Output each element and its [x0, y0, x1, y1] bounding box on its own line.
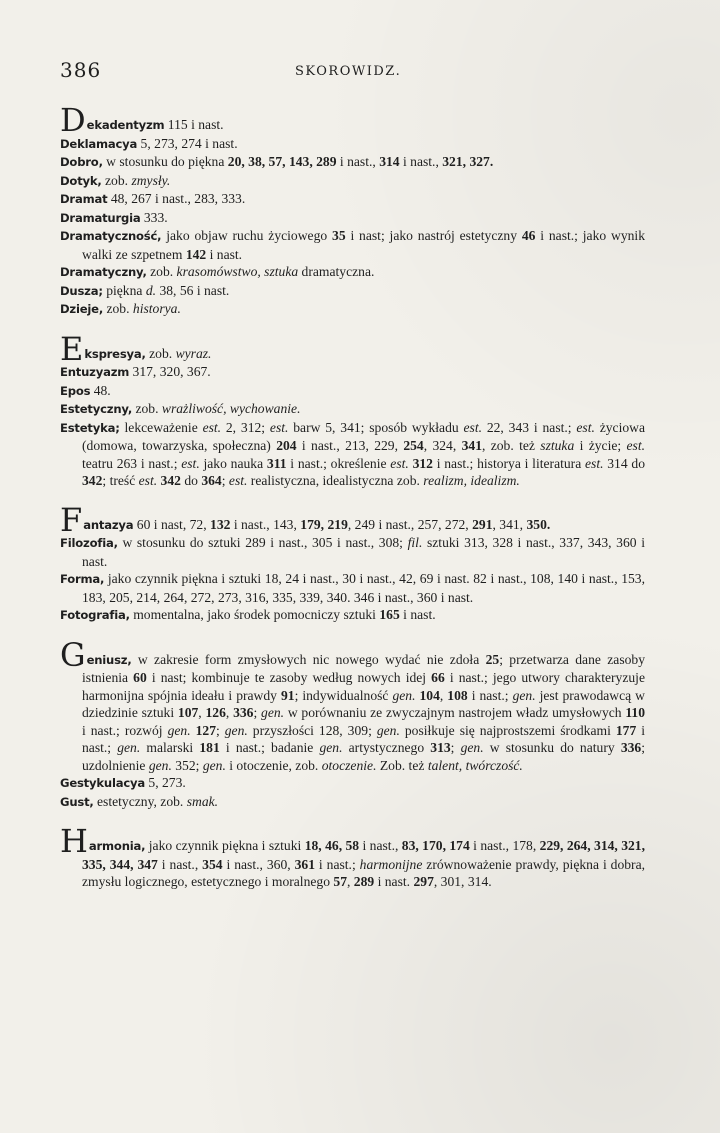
index-entry — [60, 209, 645, 228]
entry-text: 314 do — [603, 455, 646, 471]
entry-text: 22, 343 i nast.; — [482, 419, 577, 435]
index-content — [60, 101, 646, 911]
entry-text: 342 — [160, 473, 181, 488]
entry-text: 317, 320, 367. — [129, 364, 211, 379]
index-entry — [60, 101, 645, 139]
entry-term: armonia, — [88, 839, 146, 853]
page-header — [60, 58, 660, 88]
entry-term: Deklamacya — [60, 136, 138, 151]
entry-text: 364 — [201, 473, 222, 488]
entry-text: est. — [269, 419, 289, 435]
entry-text: i nast; jako nastrój estetyczny — [345, 228, 522, 243]
entry-text: wyraz. — [175, 345, 212, 361]
entry-text: 83, 170, 174 — [401, 838, 470, 853]
index-entry — [60, 635, 646, 775]
entry-text: dramatyczna. — [298, 264, 375, 279]
entry-text: ; — [450, 740, 461, 755]
entry-text: 336 — [620, 740, 642, 755]
entry-text: i otoczenie, zob. — [225, 757, 322, 773]
entry-text: , 324, — [423, 438, 462, 453]
entry-text: 35 — [332, 228, 346, 243]
index-entry — [60, 822, 646, 891]
entry-text: d. — [145, 282, 157, 298]
index-entry — [60, 153, 645, 172]
index-entry — [60, 534, 645, 570]
index-entry — [60, 400, 645, 419]
entry-text: i nast. — [374, 874, 414, 889]
entry-text: est. — [463, 419, 483, 435]
entry-text: 311 — [266, 455, 287, 471]
index-entry — [60, 329, 645, 368]
index-section — [60, 329, 646, 490]
entry-text: gen. — [319, 740, 343, 755]
entry-text: zob. — [132, 401, 162, 416]
entry-text: w porównaniu ze zwyczajnym nastrojem władz umysłowych — [284, 705, 626, 720]
entry-term: ekadentyzm — [86, 118, 165, 132]
entry-term: Dobro, — [60, 155, 103, 169]
index-entry — [60, 300, 645, 319]
entry-text: 104 — [419, 687, 440, 703]
entry-term: Gust, — [60, 794, 94, 809]
entry-term: Gestykulacya — [60, 776, 145, 790]
entry-text: i nast., 213, 229, — [296, 438, 404, 453]
entry-text: sztuka — [540, 438, 575, 453]
entry-text: i nast., 360, — [222, 856, 295, 872]
entry-text: zob. — [146, 264, 177, 279]
entry-text: gen. — [261, 705, 285, 720]
entry-text: 142 — [185, 246, 207, 262]
entry-text: 126 — [205, 705, 226, 720]
entry-term: antazya — [83, 517, 134, 532]
entry-text: gen. — [148, 757, 172, 773]
entry-text: , — [225, 705, 234, 720]
entry-text: talent, twórczość. — [427, 757, 523, 773]
entry-text: w stosunku do piękna — [102, 154, 228, 169]
entry-text: est. — [202, 419, 222, 435]
index-entry — [60, 793, 645, 812]
entry-text: i nast., 178, — [469, 838, 540, 853]
entry-text: 350. — [526, 516, 551, 532]
entry-text: w stosunku do sztuki 289 i nast., 305 i nast., 308; — [117, 535, 408, 550]
entry-text: 18, 46, 58 — [304, 838, 360, 853]
entry-text: gen. — [512, 687, 536, 703]
entry-text: i nast., — [336, 154, 380, 169]
entry-text: 312 — [412, 455, 433, 471]
entry-text: est. — [585, 455, 604, 471]
entry-text: 291 — [472, 516, 493, 532]
index-entry — [60, 570, 645, 606]
entry-term: Dramatyczność, — [60, 229, 162, 243]
entry-term: Estetyka; — [60, 420, 120, 435]
entry-text: gen. — [167, 722, 191, 738]
entry-term: eniusz, — [86, 652, 132, 667]
entry-text: , zob. też — [481, 438, 541, 453]
entry-text: barw 5, 341; sposób wykładu — [288, 419, 464, 435]
entry-text: realistyczna, idealistyczna zob. — [247, 473, 424, 488]
entry-text: 46 — [521, 228, 536, 243]
entry-text: , 249 i nast., 257, 272, — [347, 516, 473, 532]
entry-text: , — [347, 874, 354, 889]
page-number: 386 — [60, 58, 102, 82]
entry-text: 361 — [294, 856, 315, 872]
entry-text: 314 — [379, 154, 400, 169]
running-title: SKOROWIDZ. — [295, 64, 402, 79]
entry-text: ; indywidualność — [294, 687, 393, 703]
entry-text: estetyczny, zob. — [93, 793, 187, 809]
entry-text: 115 i nast. — [164, 117, 224, 132]
entry-text: 289 — [353, 874, 375, 889]
entry-text: artystycznego — [342, 740, 431, 755]
entry-text: i życie; — [574, 438, 627, 453]
entry-text: , — [439, 687, 448, 703]
entry-text: otoczenie. — [321, 757, 377, 773]
index-entry — [60, 172, 645, 191]
entry-text: i nast.; — [82, 722, 645, 755]
entry-text: 48. — [90, 382, 111, 398]
entry-text: piękna — [102, 282, 146, 298]
entry-text: jest prawodawcą w dziedzinie sztuki — [82, 687, 645, 720]
entry-text: zob. — [103, 301, 133, 316]
entry-text: 179, 219 — [300, 516, 348, 532]
entry-text: zrównoważenie prawdy, piękna i dobra, zmysłu logicznego, estetycznego i moralnego — [82, 856, 646, 889]
section-initial: E — [60, 329, 84, 368]
entry-text: 342 — [82, 473, 103, 488]
entry-term: Dotyk, — [60, 173, 102, 188]
entry-text: posiłkuje się najprostszemi środkami — [399, 722, 616, 738]
entry-text: 132 — [210, 516, 231, 532]
entry-text: gen. — [202, 757, 226, 773]
entry-text: teatru 263 i nast.; — [82, 455, 182, 471]
entry-term: Dramaturgia — [60, 210, 141, 225]
index-entry — [60, 419, 645, 490]
entry-text: krasomówstwo, sztuka — [176, 264, 299, 279]
entry-text: est. — [181, 455, 200, 471]
entry-text: malarski — [140, 740, 200, 755]
entry-text: i nast., — [157, 856, 203, 872]
index-entry — [60, 227, 645, 263]
entry-term: Epos — [60, 383, 91, 398]
entry-text: 181 — [199, 740, 220, 755]
index-entry — [60, 363, 645, 382]
entry-text: est. — [138, 473, 158, 488]
index-entry — [60, 135, 645, 154]
index-section — [60, 101, 645, 319]
entry-text: 57 — [333, 874, 347, 889]
entry-text: est. — [576, 419, 595, 435]
entry-text: , 341, — [492, 516, 527, 532]
section-initial: H — [60, 822, 88, 860]
entry-text: i nast., — [399, 154, 443, 169]
entry-text: 5, 273. — [145, 775, 186, 790]
entry-text: życiowa (domowa, towarzyska, społeczna) — [82, 419, 646, 453]
section-initial: G — [60, 635, 86, 674]
entry-text: sztuki 313, 328 i nast., 337, 343, 360 i nast. — [82, 535, 645, 569]
entry-text: 254 — [403, 438, 424, 453]
entry-text: i nast.; historya i literatura — [432, 455, 585, 471]
entry-text: , — [198, 705, 206, 720]
entry-text: i nast.; jego utwory charakteryzuje harmonijna spójnia ideału i prawdy — [82, 670, 645, 703]
entry-text: 354 — [202, 856, 223, 872]
entry-text: i nast; kombinuje te zasoby według nowych idej — [146, 670, 432, 685]
entry-text: 321, 327. — [442, 154, 494, 169]
index-section — [60, 500, 645, 625]
entry-text: 20, 38, 57, 143, 289 — [227, 154, 337, 169]
entry-text: gen. — [376, 722, 400, 738]
entry-text: 229, 264, 314, 321, 335, 344, 347 — [82, 838, 646, 872]
entry-text: 333. — [140, 209, 168, 225]
entry-text: est. — [626, 438, 646, 453]
index-entry — [60, 774, 645, 793]
entry-text: 341 — [461, 438, 482, 453]
entry-text: i nast., 143, — [230, 516, 301, 532]
entry-text: 165 — [379, 607, 400, 622]
entry-text: Zob. też — [376, 757, 428, 773]
entry-text: ; uzdolnienie — [82, 740, 645, 773]
entry-text: 110 — [625, 705, 646, 720]
entry-text: jako czynnik piękna i sztuki — [145, 838, 305, 853]
entry-text: w zakresie form zmysłowych nic nowego wydać nie zdoła — [131, 651, 486, 667]
entry-text: jako czynnik piękna i sztuki 18, 24 i nast., 30 i nast., 42, 69 i nast. 82 i nast., 108, 140 i nast., 153, 183, 205, 214, 264, 272, 273, 316, 335, 339, 340. 346 i nast., 360 i nast. — [82, 571, 645, 605]
entry-text: 204 — [276, 438, 297, 453]
entry-text: est. — [390, 455, 409, 471]
entry-text: 25 — [485, 651, 500, 667]
entry-text: ; przetwarza dane zasoby istnienia — [82, 651, 645, 685]
entry-text: fil. — [407, 535, 423, 550]
entry-text: i nast.; badanie — [219, 740, 320, 755]
section-initial: F — [60, 500, 83, 539]
index-entry — [60, 500, 645, 539]
entry-term: Dusza; — [60, 283, 103, 298]
entry-text: 48, 267 i nast., 283, 333. — [107, 191, 246, 206]
entry-text: 336 — [233, 705, 254, 720]
index-section — [60, 635, 646, 812]
entry-text: i nast.; — [314, 856, 360, 872]
index-entry — [60, 382, 645, 401]
entry-text: i nast.; określenie — [286, 455, 391, 471]
entry-term: Dramat — [60, 192, 108, 206]
index-section — [60, 822, 646, 891]
entry-term: Entuzyazm — [60, 365, 130, 379]
entry-text: historya. — [132, 301, 181, 316]
entry-text: przyszłości 128, 309; — [247, 722, 377, 738]
entry-text: wrażliwość, wychowanie. — [161, 401, 301, 416]
entry-text: jako objaw ruchu życiowego — [161, 228, 333, 243]
section-initial: D — [60, 101, 86, 139]
entry-text: 352; — [171, 757, 203, 773]
entry-text: gen. — [392, 687, 416, 703]
entry-text: 313 — [430, 740, 451, 755]
entry-text: 38, 56 i nast. — [156, 282, 230, 298]
entry-text: i nast.; — [467, 687, 513, 703]
entry-text: w stosunku do natury — [483, 740, 621, 755]
entry-term: Dramatyczny, — [60, 265, 147, 279]
entry-term: Estetyczny, — [60, 402, 133, 416]
entry-text: realizm, idealizm. — [423, 473, 520, 488]
entry-text: i nast. — [399, 607, 436, 622]
entry-text: 2, 312; — [221, 419, 270, 435]
entry-text: zob. — [101, 172, 132, 188]
entry-text: ; — [253, 705, 262, 720]
entry-text: 127 — [195, 722, 216, 738]
entry-text: momentalna, jako środek pomocniczy sztuki — [129, 607, 380, 622]
entry-text: i nast.; rozwój — [82, 722, 168, 738]
entry-term: Dzieje, — [60, 302, 104, 316]
entry-text: gen. — [117, 740, 141, 755]
entry-text: jako nauka — [199, 455, 267, 471]
entry-text: 177 — [615, 722, 637, 738]
entry-text: 60 — [133, 670, 147, 685]
entry-text: 60 i nast, 72, — [133, 516, 211, 532]
entry-term: Forma, — [60, 572, 105, 586]
entry-text: , 301, 314. — [433, 874, 492, 889]
entry-text: 66 — [431, 670, 445, 685]
entry-text: gen. — [460, 740, 484, 755]
entry-text: zob. — [145, 345, 176, 361]
entry-text: ; — [221, 473, 229, 488]
index-entry — [60, 263, 645, 282]
entry-text: lekceważenie — [119, 419, 203, 435]
entry-text: gen. — [224, 722, 248, 738]
entry-text: zmysły. — [131, 172, 171, 188]
entry-text: do — [180, 473, 202, 488]
index-entry — [60, 282, 645, 301]
entry-text: ; — [215, 722, 225, 738]
entry-text: 5, 273, 274 i nast. — [137, 135, 238, 151]
index-entry — [60, 606, 645, 625]
entry-text: 108 — [447, 687, 468, 703]
entry-text: 107 — [177, 705, 199, 720]
entry-text: i nast. — [206, 246, 243, 262]
entry-text: 297 — [413, 874, 434, 889]
entry-text: smak. — [186, 793, 219, 809]
entry-text: 91 — [280, 687, 295, 703]
entry-text: harmonijne — [359, 856, 423, 872]
entry-term: kspresya, — [84, 346, 146, 361]
index-entry — [60, 190, 645, 209]
entry-term: Fotografia, — [60, 608, 130, 622]
entry-text: ; treść — [102, 473, 139, 488]
entry-text: i nast., — [359, 838, 402, 853]
entry-term: Filozofia, — [60, 536, 118, 550]
entry-text: est. — [228, 473, 248, 488]
entry-text: i nast.; jako wynik walki ze szpetnem — [82, 228, 645, 262]
